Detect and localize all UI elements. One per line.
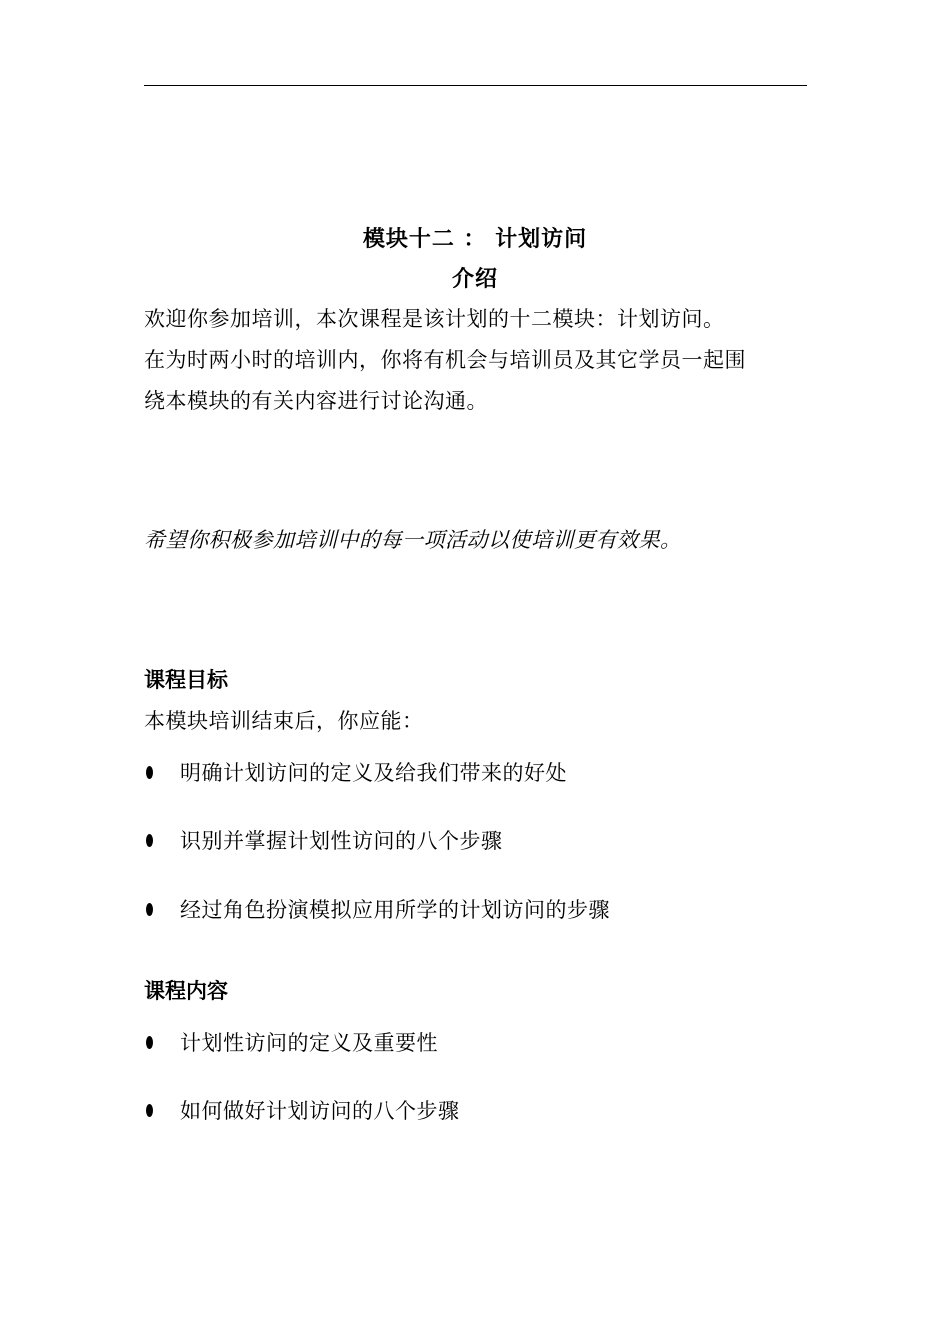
bullet-icon xyxy=(146,1104,153,1117)
bullet-icon xyxy=(146,903,153,916)
objective-text: 明确计划访问的定义及给我们带来的好处 xyxy=(180,761,567,785)
objective-item xyxy=(144,825,503,855)
module-title: 模块十二 ： 计划访问 xyxy=(362,227,588,252)
intro-title: 介绍 xyxy=(451,267,498,292)
content-item xyxy=(144,1027,438,1057)
content-text: 如何做好计划访问的八个步骤 xyxy=(180,1099,460,1123)
content-text: 计划性访问的定义及重要性 xyxy=(180,1031,438,1055)
italic-note: 希望你积极参加培训中的每一项活动以使培训更有效果。 xyxy=(144,528,682,552)
bullet-icon xyxy=(146,766,153,779)
objectives-heading: 课程目标 xyxy=(144,668,228,692)
objective-item xyxy=(144,757,567,787)
bullet-icon xyxy=(146,1036,153,1049)
bullet-icon xyxy=(146,834,153,847)
objective-text: 识别并掌握计划性访问的八个步骤 xyxy=(180,829,503,853)
objective-text: 经过角色扮演模拟应用所学的计划访问的步骤 xyxy=(180,898,610,922)
content-item xyxy=(144,1095,460,1125)
intro-line-3: 绕本模块的有关内容进行讨论沟通。 xyxy=(144,389,488,413)
intro-line-1: 欢迎你参加培训，本次课程是该计划的十二模块：计划访问。 xyxy=(144,307,725,331)
objective-item xyxy=(144,894,610,924)
intro-line-2: 在为时两小时的培训内，你将有机会与培训员及其它学员一起围 xyxy=(144,348,746,372)
content-heading: 课程内容 xyxy=(144,979,228,1003)
objectives-lead: 本模块培训结束后，你应能： xyxy=(144,709,424,733)
header-rule xyxy=(144,85,807,86)
